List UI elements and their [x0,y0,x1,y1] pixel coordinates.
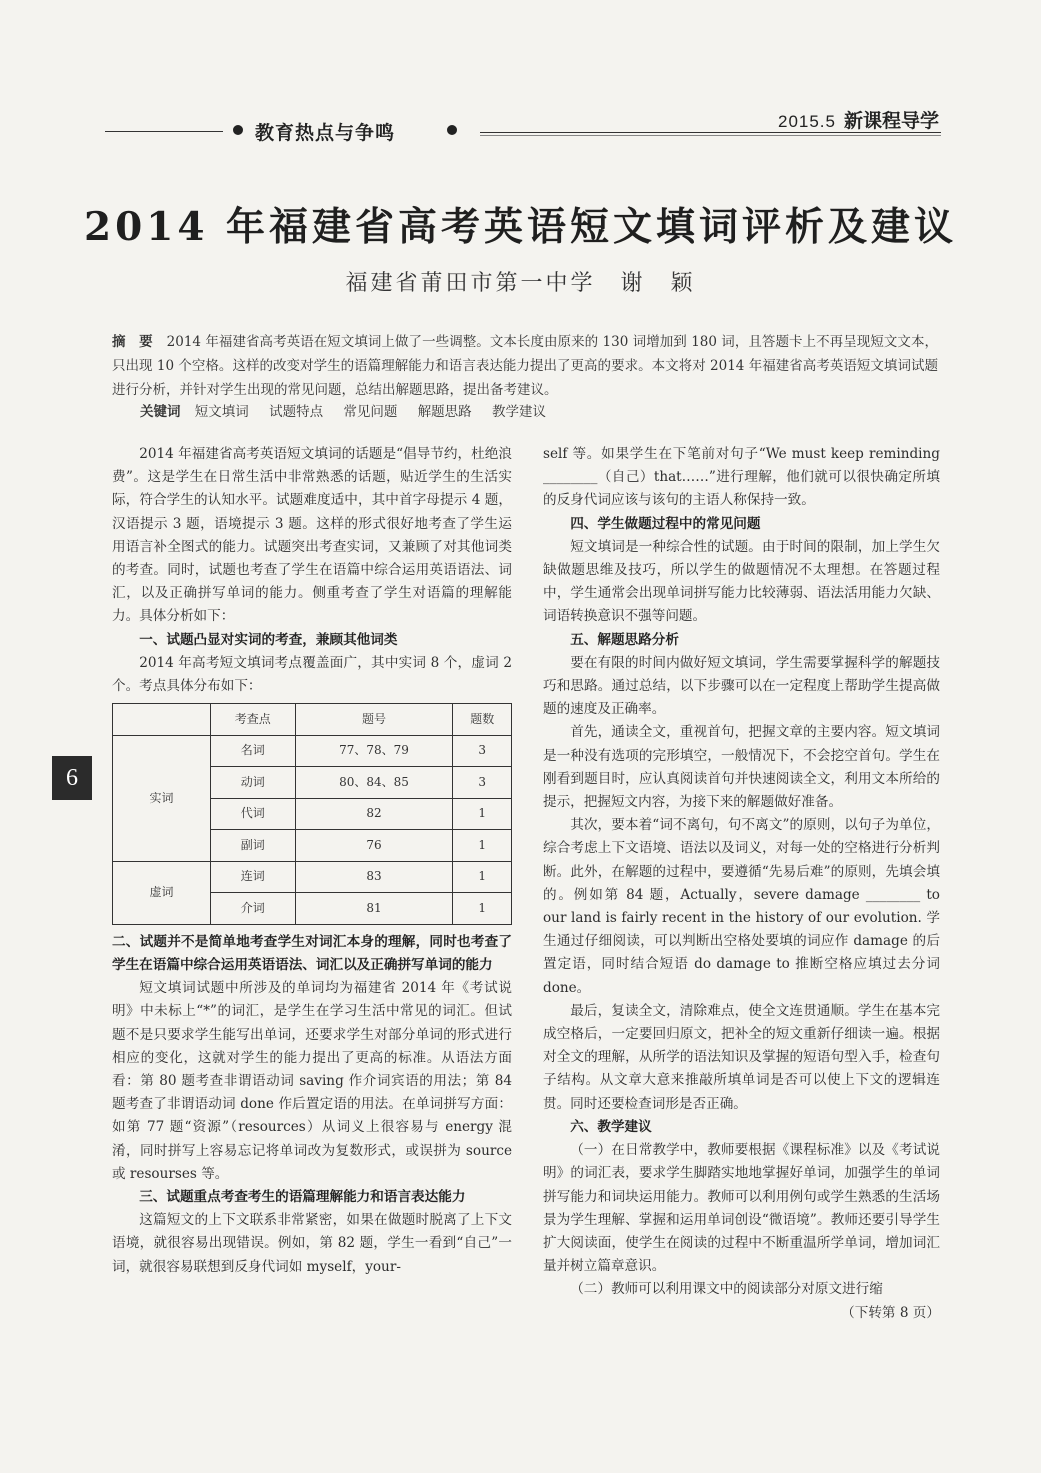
table-group: 实词 [113,735,211,861]
table-cell: 1 [453,798,512,830]
table-cell: 1 [453,861,512,893]
table-cell: 77、78、79 [295,735,453,767]
paragraph: 2014 年福建省高考英语短文填词的话题是“倡导节约，杜绝浪费”。这是学生在日常生活中非常熟悉的话题，贴近学生的生活实际，符合学生的认知水平。试题难度适中，其中首字母提示 4 题，汉语提示 3 题，语境提示 3 题。这样的形式很好地考查了学生运用语言补全图式的能力。试题突出考查实词，又兼顾了对其他词类的考查。同时，试题也考查了学生在语篇中综合运用英语语法、词汇，以及正确拼写单词的能力。侧重考查了学生对语篇的理解能力。具体分析如下： [112,446,512,625]
paragraph: 最后，复读全文，清除难点，使全文连贯通顺。学生在基本完成空格后，一定要回归原文，把补全的短文重新仔细读一遍。根据对全文的理解，从所学的语法知识及掌握的短语句型入手，检查句子结构。从文章大意来推敲所填单词是否可以使上下文的逻辑连贯。同时还要检查词形是否正确。 [543,1002,940,1112]
journal-header [778,106,939,133]
right-column [543,443,940,1325]
section-header [105,118,465,144]
table-header: 考查点 [211,704,296,736]
abstract [112,330,938,402]
journal-name: 新课程导学 [843,110,939,132]
paragraph: 短文填词试题中所涉及的单词均为福建省 2014 年《考试说明》中未标上“*”的词汇，是学生在学习生活中常见的词汇。但试题不是只要求学生能写出单词，还要求学生对部分单词的形式进行相应的变化，这就对学生的能力提出了更高的标准。从语法方面看：第 80 题考查非谓语动词 saving 作介词宾语的用法；第 84 题考查了非谓语动词 done 作后置定语的用法。在单词拼写方面：如第 77 题“资源”（resources）从词义上很容易与 energy 混淆，同时拼写上容易忘记将单词改为复数形式，或误拼为 source 或 resourses 等。 [112,980,512,1182]
paragraph: （一）在日常教学中，教师要根据《课程标准》以及《考试说明》的词汇表，要求学生脚踏实地地掌握好单词，加强学生的单词拼写能力和词块运用能力。教师可以利用例句或学生熟悉的生活场景为学生理解、掌握和运用单词创设“微语境”。教师还要引导学生扩大阅读面，使学生在阅读的过程中不断重温所学单词，增加词汇量并树立篇章意识。 [543,1142,940,1275]
table-cell: 3 [453,735,512,767]
article-title: 2014 年福建省高考英语短文填词评析及建议 [83,204,958,250]
table-header [113,704,211,736]
abstract-text: 2014 年福建省高考英语在短文填词上做了一些调整。文本长度由原来的 130 词增加到 180 词，且答题卡上不再呈现短文文本，只出现 10 个空格。这样的改变对学生的语篇理解能力和语言表达能力提出了更高的要求。本文将对 2014 年福建省高考英语短文填词试题进行分析，并针对学生出现的常见问题，总结出解题思路，提出备考建议。 [112,334,939,398]
section-heading: 四、学生做题过程中的常见问题 [570,515,761,532]
paragraph: 其次，要本着“词不离句，句不离文”的原则，以句子为单位，综合考虑上下文语境、语法以及词义，对每一处的空格进行分析判断。此外，在解题的过程中，要遵循“先易后难”的原则，先填会填的。例如第 84 题，Actually，severe damage ________ to our land is fairly recent in the history of our evolution. 学生通过仔细阅读，可以判断出空格处要填的词应作 damage 的后置定语，同时结合短语 do damage to 推断空格应填过去分词 done。 [543,817,940,996]
keyword: 教学建议 [491,404,546,420]
table-cell: 80、84、85 [295,767,453,799]
paragraph: 这篇短文的上下文联系非常紧密，如果在做题时脱离了上下文语境，就很容易出现错误。例如，第 82 题，学生一看到“自己”一词，就很容易联想到反身代词如 myself，your- [112,1212,512,1275]
paragraph: 2014 年高考短文填词考点覆盖面广，其中实词 8 个，虚词 2 个。考点具体分布如下： [112,654,512,695]
keyword: 试题特点 [269,404,324,420]
header-rule-left [105,131,223,132]
table-cell: 3 [453,767,512,799]
table-cell: 副词 [211,830,296,862]
section-title: 教育热点与争鸣 [255,122,396,144]
section-heading: 一、试题凸显对实词的考查，兼顾其他词类 [139,631,398,648]
table-cell: 1 [453,830,512,862]
table-cell: 名词 [211,735,296,767]
continued-note: （下转第 8 页） [841,1304,940,1321]
table-cell: 1 [453,893,512,925]
table-group: 虚词 [113,861,211,924]
abstract-label: 摘 要 [112,334,153,350]
table-row [113,861,512,893]
left-column [112,443,512,1279]
page-number: 6 [52,756,92,800]
bullet-icon [447,125,457,135]
table-cell: 76 [295,830,453,862]
section-heading: 六、教学建议 [570,1118,652,1135]
paragraph: 要在有限的时间内做好短文填词，学生需要掌握科学的解题技巧和思路。通过总结，以下步骤可以在一定程度上帮助学生提高做题的速度及正确率。 [543,654,940,718]
table-cell: 动词 [211,767,296,799]
paragraph: （二）教师可以利用课文中的阅读部分对原文进行缩 [570,1281,883,1298]
keyword: 解题思路 [417,404,472,420]
section-heading: 二、试题并不是简单地考查学生对词汇本身的理解，同时也考查了学生在语篇中综合运用英语语法、词汇以及正确拼写单词的能力 [112,933,512,973]
keywords [140,400,562,420]
issue-date: 2015.5 [777,112,836,131]
table-cell: 83 [295,861,453,893]
table-cell: 81 [295,893,453,925]
header-rule-right-thin [480,135,941,136]
table-cell: 介词 [211,893,296,925]
table-row [113,735,512,767]
section-heading: 五、解题思路分析 [570,631,679,648]
paragraph: 首先，通读全文，重视首句，把握文章的主要内容。短文填词是一种没有选项的完形填空，一般情况下，不会挖空首句。学生在刚看到题目时，应认真阅读首句并快速阅读全文，利用文本所给的提示，把握短文内容，为接下来的解题做好准备。 [543,724,940,811]
paragraph: 短文填词是一种综合性的试题。由于时间的限制，加上学生欠缺做题思维及技巧，所以学生的做题情况不太理想。在答题过程中，学生通常会出现单词拼写能力比较薄弱、语法活用能力欠缺、词语转换意识不强等问题。 [543,538,940,625]
bullet-icon [233,125,243,135]
table-header: 题数 [453,704,512,736]
keywords-label: 关键词 [140,404,181,420]
table-cell: 连词 [211,861,296,893]
table-cell: 82 [295,798,453,830]
paragraph: self 等。如果学生在下笔前对句子“We must keep reminding ________（自己）that……”进行理解，他们就可以很快确定所填的反身代词应该与该句的主语人称保持一致。 [543,446,940,509]
article-author: 福建省莆田市第一中学 谢 颖 [345,271,696,296]
table-header-row [113,704,512,736]
table-header: 题号 [295,704,453,736]
distribution-table [112,703,512,925]
keyword: 常见问题 [343,404,398,420]
table-cell: 代词 [211,798,296,830]
section-heading: 三、试题重点考查考生的语篇理解能力和语言表达能力 [139,1188,466,1205]
keyword: 短文填词 [194,404,249,420]
